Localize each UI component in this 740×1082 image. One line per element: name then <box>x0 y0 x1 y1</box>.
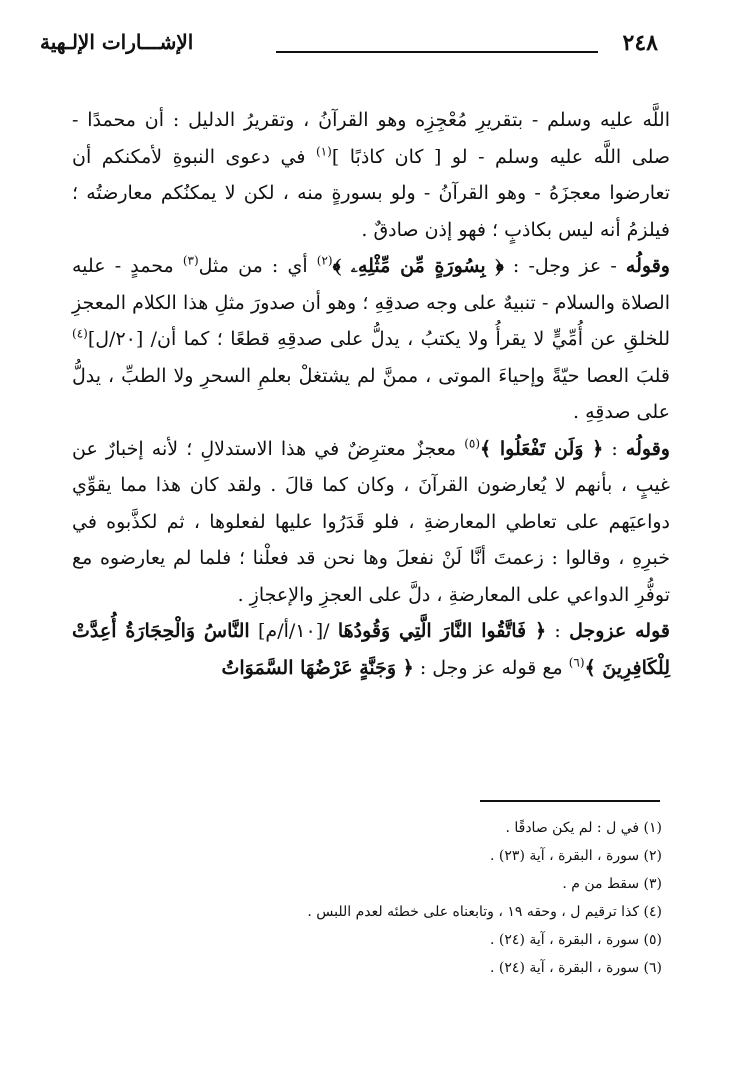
quran-quote: ﴿ بِسُورَةٍ مِّن مِّثْلِهِۦ ﴾ <box>332 255 504 277</box>
page-number: ٢٤٨ <box>622 30 658 56</box>
main-text <box>72 102 670 686</box>
footnote: (١) في ل : لم يكن صادقًا . <box>505 820 662 836</box>
text-run: قلبَ العصا حيّةً وإحياءَ الموتى ، ممنَّ لم يشتغلْ بعلمِ السحرِ ولا الطبِّ ، يدلُّ على صدقِهِ . <box>72 364 670 423</box>
footnote-ref-5: (٥) <box>464 436 481 451</box>
quran-quote: ﴿ وَجَنَّةٍ عَرْضُهَا السَّمَوَاتُ <box>221 656 414 679</box>
running-title: الإشـــارات الإلـهية <box>40 30 194 54</box>
quran-quote: ﴿ فَاتَّقُوا النَّارَ الَّتِي وَقُودُهَا <box>337 620 547 642</box>
page-header <box>40 30 658 70</box>
paragraph-2 <box>72 248 670 431</box>
header-rule <box>276 51 598 53</box>
footnote-divider <box>480 800 660 802</box>
footnote-ref-3: (٣) <box>182 253 199 268</box>
paragraph-4 <box>72 613 670 686</box>
text-run: مع قوله عز وجل : <box>413 656 569 679</box>
lead-word: وقولُه <box>625 437 670 460</box>
text-run: : <box>603 437 626 460</box>
manuscript-ref: /[١٠/أ/م] <box>249 620 338 642</box>
text-run: معجزٌ معترِضٌ في هذا الاستدلالِ ؛ لأنه إخبارٌ عن غيبٍ ، بأنهم لا يُعارضون القرآنَ ، وكان كما قالَ . ولقد كان هذا مما يقوِّي دواعيَهم على تعاطي المعارضةِ ، فلو قَدَرُوا عليها لفعلوها ، ثم لكذَّبوه في خبرِهِ ، وقالوا : زعمتَ أنَّا لَنْ نفعلَ وها نحن قد فعلْنا ؛ فلما لم يعارضوه مع توفُّرِ الدواعي على المعارضةِ ، دلَّ على العجزِ والإعجازِ . <box>72 437 670 606</box>
text-run: في دعوى النبوةِ لأمكنكم أن تعارضوا معجزَهُ - وهو القرآنُ - ولو بسورةٍ منه ، لكن لا يمكنُكم معارضتُه ؛ فيلزمُ أنه ليس بكاذبٍ ؛ فهو إذن صادقٌ . <box>72 145 670 241</box>
footnote: (٦) سورة ، البقرة ، آية (٢٤) . <box>490 960 662 976</box>
quran-quote: النَّاسُ وَالْحِجَارَةُ أُعِدَّتْ لِلْكَافِرِينَ ﴾ <box>72 620 670 679</box>
footnote-ref-2: (٢) <box>316 253 333 268</box>
footnote-ref-6: (٦) <box>568 655 585 670</box>
text-run: أي : من مثل <box>198 255 317 277</box>
paragraph-1 <box>72 102 670 248</box>
footnote: (٢) سورة ، البقرة ، آية (٢٣) . <box>490 848 662 864</box>
lead-word: وقولُه <box>625 255 670 277</box>
text-run: محمدٍ - عليه الصلاة والسلام - تنبيهٌ على وجه صدقِهِ ؛ وهو أن صدورَ مثلِ هذا الكلام المعجزِ للخلقِ عن أُمِّيٍّ لا يقرأُ ولا يكتبُ ، يدلُّ على صدقِهِ قطعًا ؛ كما أن/ [٢٠/ل] <box>72 255 670 350</box>
paragraph-3 <box>72 431 670 614</box>
footnote-ref-4: (٤) <box>72 326 88 341</box>
text-run: اللَّه عليه وسلم - بتقريرِ مُعْجِزِه وهو القرآنُ ، وتقريرُ الدليل : أن محمدًا - صلى اللَّه عليه وسلم - لو [ كان كاذبًا ] <box>72 109 670 168</box>
footnote: (٥) سورة ، البقرة ، آية (٢٤) . <box>490 932 662 948</box>
footnote: (٣) سقط من م . <box>562 876 662 892</box>
footnote: (٤) كذا ترقيم ل ، وحقه ١٩ ، وتابعناه على خطئه لعدم اللبس . <box>307 904 662 920</box>
text-run: - عز وجل- : <box>503 255 626 277</box>
text-run: : <box>546 620 570 642</box>
footnotes <box>90 814 662 982</box>
quran-quote: ﴿ وَلَن تَفْعَلُوا ﴾ <box>480 437 604 460</box>
lead-word: قوله عزوجل <box>569 620 670 642</box>
footnote-ref-1: (١) <box>315 144 332 159</box>
